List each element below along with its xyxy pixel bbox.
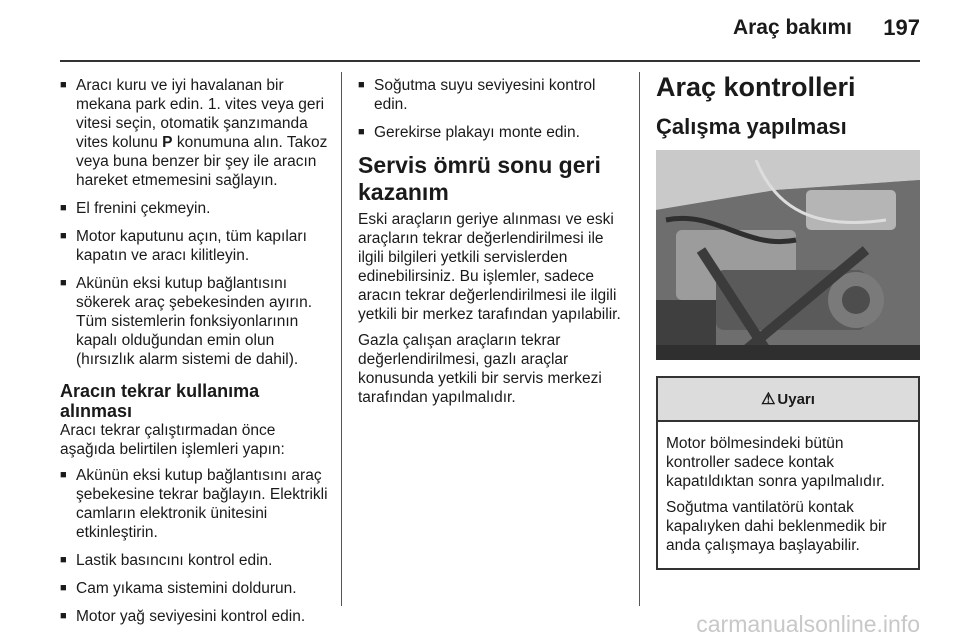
- paragraph: Gazla çalışan araçların tekrar değerlendirilmesi, gazlı araçlar konusunda yetkili bir servis merkezi tarafından yapılmalıdır.: [358, 332, 602, 406]
- column-divider-1: [341, 72, 342, 606]
- warning-box: [656, 376, 920, 570]
- page-header: [0, 0, 960, 60]
- column-middle: [358, 76, 628, 414]
- storage-steps-list: [60, 76, 332, 369]
- watermark: carmanualsonline.info: [696, 611, 920, 637]
- list-item: ■ Aracı kuru ve iyi havalanan bir mekana park edin. 1. vites veya geri vitesi seçin, otomatik şanzımanda vites kolunu P konumuna alın. Takoz veya buna benzer bir şey ile aracın hareket etmemesini sağlayın.: [60, 76, 332, 190]
- recommission-steps-list: [60, 466, 332, 626]
- warning-text: Motor bölmesindeki bütün kontroller sadece kontak kapatıldıktan sonra yapılmalıdır.: [666, 435, 885, 490]
- chapter-title: Araç kontrolleri: [656, 72, 856, 102]
- page-number: 197: [883, 15, 920, 40]
- list-item: ■ Soğutma suyu seviyesini kontrol edin.: [358, 76, 628, 114]
- list-item: ■ Cam yıkama sistemini doldurun.: [60, 579, 332, 598]
- gear-position: P: [162, 134, 173, 151]
- list-item: ■ Akünün eksi kutup bağlantısını sökerek araç şebekesinden ayırın. Tüm sistemlerin fonksiyonlarının kapalı olduğundan emin olun (hırsızlık alarm sistemi de dahil).: [60, 274, 332, 369]
- section-heading: Servis ömrü sonu geri kazanım: [358, 152, 601, 205]
- column-right: [656, 72, 920, 570]
- column-divider-2: [639, 72, 640, 606]
- warning-header: [658, 378, 918, 422]
- warning-body: [658, 422, 918, 568]
- list-item: ■ Motor kaputunu açın, tüm kapıları kapatın ve aracı kilitleyin.: [60, 227, 332, 265]
- column-left: [60, 76, 332, 635]
- warning-text: Soğutma vantilatörü kontak kapalıyken dahi beklenmedik bir anda çalışmaya başlayabilir.: [666, 499, 887, 554]
- section-title: Araç bakımı: [732, 16, 852, 39]
- list-item: ■ Lastik basıncını kontrol edin.: [60, 551, 332, 570]
- list-item: ■ Motor yağ seviyesini kontrol edin.: [60, 607, 332, 626]
- steps-list-continued: [358, 76, 628, 142]
- list-item: ■ Gerekirse plakayı monte edin.: [358, 123, 628, 142]
- header-rule: [60, 60, 920, 62]
- list-item: ■ El frenini çekmeyin.: [60, 199, 332, 218]
- warning-triangle-icon: ⚠: [761, 390, 776, 408]
- intro-text: Aracı tekrar çalıştırmadan önce aşağıda belirtilen işlemleri yapın:: [60, 422, 285, 458]
- list-item: ■ Akünün eksi kutup bağlantısını araç şebekesine tekrar bağlayın. Elektrikli camların elektronik ünitesini etkinleştirin.: [60, 466, 332, 542]
- engine-bay-photo: [656, 150, 920, 360]
- paragraph: Eski araçların geriye alınması ve eski araçların tekrar değerlendirilmesi ile ilgili bilgileri yetkili servislerden edinebilirsiniz. Bu işlemler, sadece aracın tekrar değerlendirilmesi ile ilgili yetkili bir merkez tarafından yapılabilir.: [358, 211, 621, 323]
- section-heading: Çalışma yapılması: [656, 114, 847, 139]
- warning-label: Uyarı: [777, 390, 815, 408]
- section-heading: Aracın tekrar kullanıma alınması: [60, 381, 260, 421]
